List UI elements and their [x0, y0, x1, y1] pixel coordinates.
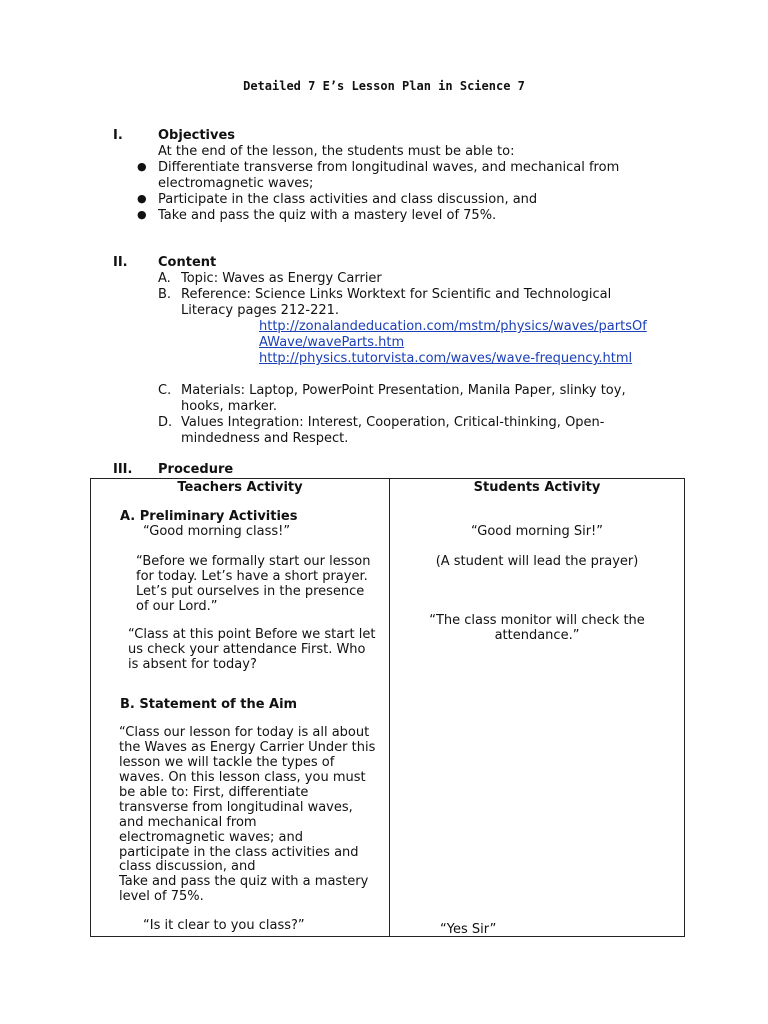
objective-item-cont: electromagnetic waves; [158, 176, 314, 191]
teacher-aim-cont: be able to: First, differentiate [119, 785, 309, 800]
content-topic: Topic: Waves as Energy Carrier [181, 271, 382, 286]
bullet-icon: ● [137, 192, 147, 205]
objectives-intro: At the end of the lesson, the students must be able to: [158, 144, 515, 159]
table-divider [389, 479, 390, 936]
student-attendance: “The class monitor will check the [429, 613, 645, 628]
teacher-attendance: “Class at this point Before we start let [128, 627, 376, 642]
procedure-numeral: III. [113, 462, 133, 477]
objectives-heading: Objectives [158, 128, 236, 143]
teacher-aim-cont: transverse from longitudinal waves, [119, 800, 353, 815]
teacher-prayer: “Before we formally start our lesson [136, 554, 371, 569]
student-greeting: “Good morning Sir!” [471, 524, 603, 539]
teacher-prayer-cont: of our Lord.” [136, 599, 218, 614]
teacher-aim: “Class our lesson for today is all about [119, 725, 370, 740]
procedure-table [90, 478, 685, 937]
teacher-aim-cont: Take and pass the quiz with a mastery [119, 874, 369, 889]
teacher-prayer-cont: Let’s put ourselves in the presence [136, 584, 365, 599]
teacher-aim-cont: class discussion, and [119, 859, 256, 874]
teacher-aim-cont: level of 75%. [119, 889, 204, 904]
content-materials-cont: hooks, marker. [181, 399, 278, 414]
procedure-heading: Procedure [158, 462, 234, 477]
content-a-label: A. [158, 271, 171, 286]
teacher-aim-cont: lesson we will tackle the types of [119, 755, 335, 770]
teacher-clear-question: “Is it clear to you class?” [143, 918, 305, 933]
content-c-label: C. [158, 383, 172, 398]
content-reference-cont: Literacy pages 212-221. [181, 303, 340, 318]
teacher-aim-cont: electromagnetic waves; and [119, 830, 304, 845]
objective-item: Take and pass the quiz with a mastery level of 75%. [158, 208, 497, 223]
content-values: Values Integration: Interest, Cooperation, Critical-thinking, Open- [181, 415, 605, 430]
teacher-prayer-cont: for today. Let’s have a short prayer. [136, 569, 368, 584]
teacher-attendance-cont: us check your attendance First. Who [128, 642, 366, 657]
section-aim: B. Statement of the Aim [120, 697, 298, 712]
objectives-numeral: I. [113, 128, 123, 143]
content-b-label: B. [158, 287, 172, 302]
teacher-column-header: Teachers Activity [177, 480, 303, 495]
objective-item: Participate in the class activities and class discussion, and [158, 192, 538, 207]
content-heading: Content [158, 255, 217, 270]
student-prayer: (A student will lead the prayer) [435, 554, 639, 569]
reference-link[interactable]: http://physics.tutorvista.com/waves/wave-frequency.html [259, 351, 633, 366]
content-reference: Reference: Science Links Worktext for Scientific and Technological [181, 287, 612, 302]
objective-item: Differentiate transverse from longitudinal waves, and mechanical from [158, 160, 620, 175]
bullet-icon: ● [137, 160, 147, 173]
bullet-icon: ● [137, 208, 147, 221]
student-column-header: Students Activity [473, 480, 601, 495]
teacher-aim-cont: the Waves as Energy Carrier Under this [119, 740, 376, 755]
reference-link[interactable]: http://zonalandeducation.com/mstm/physics/waves/partsOf [259, 319, 647, 334]
content-materials: Materials: Laptop, PowerPoint Presentation, Manila Paper, slinky toy, [181, 383, 626, 398]
section-preliminary: A. Preliminary Activities [120, 509, 298, 524]
document-title: Detailed 7 E’s Lesson Plan in Science 7 [243, 79, 525, 93]
teacher-greeting: “Good morning class!” [143, 524, 291, 539]
content-d-label: D. [158, 415, 173, 430]
teacher-aim-cont: waves. On this lesson class, you must [119, 770, 366, 785]
teacher-aim-cont: participate in the class activities and [119, 845, 359, 860]
teacher-attendance-cont: is absent for today? [128, 657, 257, 672]
content-numeral: II. [113, 255, 128, 270]
reference-link-cont[interactable]: AWave/waveParts.htm [259, 335, 405, 350]
content-values-cont: mindedness and Respect. [181, 431, 349, 446]
student-yes-sir: “Yes Sir” [440, 922, 497, 937]
student-attendance-cont: attendance.” [494, 628, 580, 643]
teacher-aim-cont: and mechanical from [119, 815, 257, 830]
